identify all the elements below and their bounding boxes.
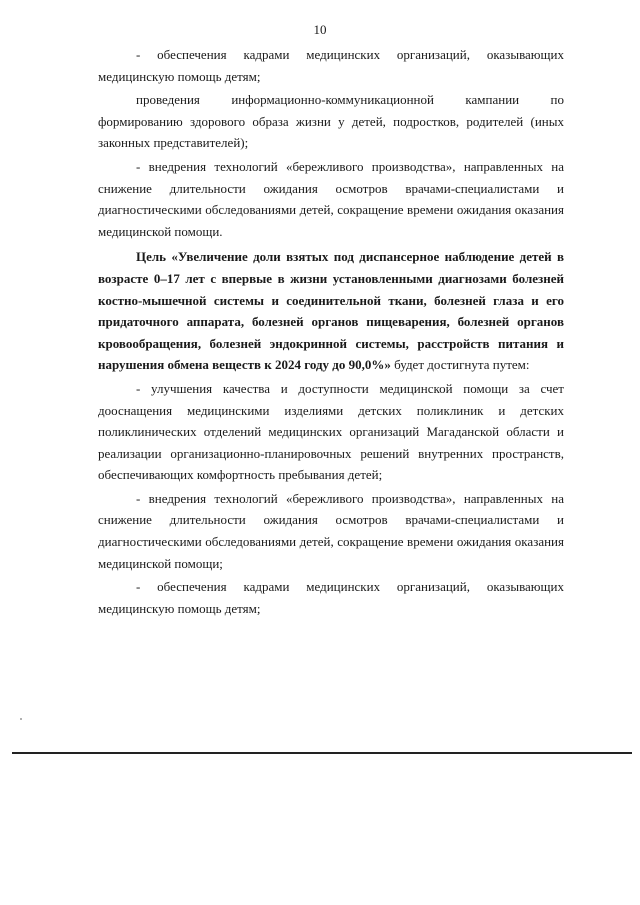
measure-equipment: - улучшения качества и доступности медицинской помощи за счет дооснащения медицинскими изделиями детских поликлиник и детских поликлинических отделений медицинских организаций Магаданской области и реализации организационно-планировочных решений внутренних пространств, обеспечивающих комфортность пребывания детей;	[98, 380, 564, 483]
measure-staffing: - обеспечения кадрами медицинских организаций, оказывающих медицинскую помощь детям;	[98, 579, 564, 616]
paragraph-campaign: проведения информационно-коммуникационной кампании по формированию здорового образа жизни у детей, подростков, родителей (иных законных представителей);	[98, 92, 564, 151]
paragraph-lean-production: - внедрения технологий «бережливого производства», направленных на снижение длительности ожидания осмотров врачами-специалистами и диагностическими обследованиями детей, сокращение времени ожидания оказания медицинской помощи.	[98, 158, 564, 239]
goal-paragraph	[98, 246, 564, 376]
document-body	[98, 44, 564, 621]
measure-lean-production: - внедрения технологий «бережливого производства», направленных на снижение длительности ожидания осмотров врачами-специалистами и диагностическими обследованиями детей, сокращение времени ожидания оказания медицинской помощи;	[98, 490, 564, 571]
scan-speck	[20, 718, 22, 720]
paragraph-staffing: - обеспечения кадрами медицинских организаций, оказывающих медицинскую помощь детям;	[98, 47, 564, 84]
page-bottom-rule	[12, 752, 632, 754]
goal-title: Цель «Увеличение доли взятых под диспансерное наблюдение детей в возрасте 0–17 лет с впервые в жизни установленными диагнозами болезней костно-мышечной системы и соединительной ткани, болезней глаза и его придаточного аппарата, болезней органов пищеварения, болезней органов кровообращения, болезней эндокринной системы, расстройств питания и нарушения обмена веществ к 2024 году до 90,0%»	[98, 249, 564, 373]
page-number: 10	[313, 22, 327, 37]
goal-continuation: будет достигнута путем:	[390, 357, 530, 373]
